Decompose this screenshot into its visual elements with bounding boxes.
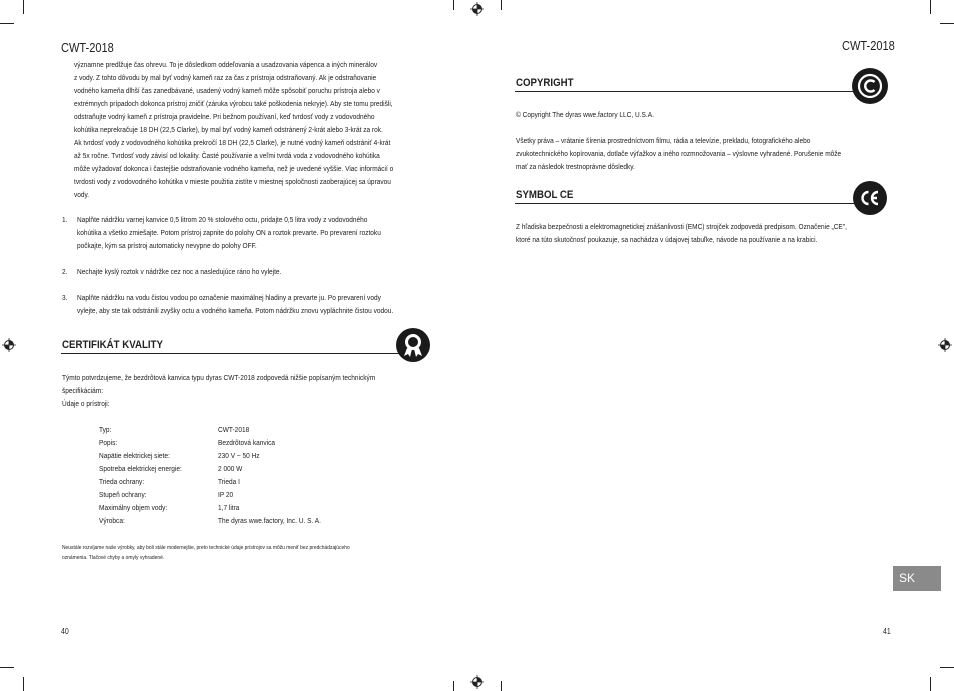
registration-mark-icon (470, 2, 484, 16)
crop-mark (940, 667, 954, 668)
ce-text: Z hľadiska bezpečnosti a elektromagnetickej znášanlivosti (EMC) strojček zodpovedá predpisom. Označenie „CE", (516, 222, 847, 231)
spec-label: Trieda ochrany: (99, 477, 145, 486)
spec-value: IP 20 (218, 490, 234, 499)
text-line: tvrdosti vody z vodovodného kohútika v mieste použitia zistíte v miestnej spoločnosti zaoberajúcej sa úpravou (74, 177, 391, 186)
rights-text: mať za následok trestnoprávne dôsledky. (516, 162, 635, 171)
cert-title: CERTIFIKÁT KVALITY (62, 339, 163, 351)
crop-mark (0, 23, 14, 24)
text-line: až 5x ročne. Tvrdosť vody závisí od lokality. Časté používanie a veľmi tvrdá voda z vodovodného kohútika (74, 151, 380, 160)
section-rule (61, 353, 417, 354)
ce-mark-icon (853, 181, 887, 215)
text-line: významne predlžuje čas ohrevu. To je dôsledkom oddeľovania a usadzovania vápenca a iných minerálov (74, 60, 378, 69)
text-line: vodného kameňa dlhší čas zanedbávané, usadený vodný kameň môže spôsobiť poruchu prístroja alebo v (74, 86, 380, 95)
rights-text: zvukotechnického kopírovania, dotlače výťažkov a iného rozmnožovania – výslovne vyhradené. Porušenie môže (516, 149, 842, 158)
cert-text: Údaje o prístroji: (62, 399, 110, 408)
text-line: môže vyžadovať dokonca i častejšie odstraňovanie vodného kameňa, než je uvedené vyššie. Viac informácií o (74, 164, 394, 173)
text-line: z vody. Z tohto dôvodu by mal byť vodný kameň raz za čas z prístroja odstraňovaný. Ak je odstraňovanie (74, 73, 377, 82)
page-number-right: 41 (883, 627, 891, 636)
crop-mark (453, 0, 454, 10)
step-text: Naplňte nádržku varnej kanvice 0,5 litrom 20 % stolového octu, pridajte 0,5 litra vody z vodovodného (77, 215, 368, 224)
step-number: 3. (62, 293, 68, 302)
crop-mark (23, 677, 24, 691)
spec-value: Bezdrôtová kanvica (218, 438, 276, 447)
rights-text: Všetky práva – vrátanie šírenia prostredníctvom filmu, rádia a televízie, prekladu, fotografického alebo (516, 136, 811, 145)
text-line: extrémnych prípadoch dokonca prístroj zničiť (záruka výrobcu také poškodenia nekryje). Aby ste tomu predišli, (74, 99, 393, 108)
spec-label: Typ: (99, 425, 112, 434)
step-text: počkajte, kým sa prístroj automaticky nevypne do polohy OFF. (77, 241, 257, 250)
spec-value: 230 V ~ 50 Hz (218, 451, 260, 460)
copyright-line: © Copyright The dyras wwe.factory LLC, U.S.A. (516, 110, 654, 119)
spec-value: Trieda I (218, 477, 240, 486)
copyright-title: COPYRIGHT (516, 77, 574, 89)
section-rule (515, 203, 855, 204)
crop-mark (453, 681, 454, 691)
language-tab-label: SK (899, 571, 916, 585)
registration-mark-icon (938, 338, 952, 352)
section-rule (515, 91, 855, 92)
text-line: kohútika neprekračuje 18 DH (22,5 Clarke), by mal byť vodný kameň odstránený 2-krát alebo 3-krát za rok. (74, 125, 383, 134)
crop-mark (940, 23, 954, 24)
step-text: Naplňte nádržku na vodu čistou vodou po označenie maximálnej hladiny a prevarte ju. Po prevarení vody (77, 293, 381, 302)
spec-label: Popis: (99, 438, 118, 447)
page-header-right: CWT-2018 (842, 38, 895, 53)
crop-mark (930, 0, 931, 14)
spec-label: Napätie elektrickej siete: (99, 451, 170, 460)
spec-value: The dyras wwe.factory, Inc. U. S. A. (218, 516, 321, 525)
page-header-left: CWT-2018 (61, 40, 114, 55)
spec-value: 1,7 litra (218, 503, 240, 512)
spec-value: CWT-2018 (218, 425, 250, 434)
spec-label: Maximálny objem vody: (99, 503, 168, 512)
quality-badge-icon (396, 328, 430, 362)
spec-label: Stupeň ochrany: (99, 490, 147, 499)
step-text: kohútika a všetko zmiešajte. Potom prístroj zapnite do polohy ON a roztok prevarte. Po prevarení roztoku (77, 228, 381, 237)
spec-value: 2 000 W (218, 464, 243, 473)
crop-mark (0, 667, 14, 668)
step-number: 2. (62, 267, 68, 276)
crop-mark (501, 681, 502, 691)
crop-mark (23, 0, 24, 14)
spec-label: Spotreba elektrickej energie: (99, 464, 182, 473)
spec-label: Výrobca: (99, 516, 125, 525)
cert-text: špecifikáciám: (62, 386, 104, 395)
footnote: Neustále rozvíjame naše výrobky, aby boli stále modernejšie, preto technické údaje prístrojov sa môžu meniť bez predchádzajúceho (62, 545, 350, 551)
text-line: vody. (74, 190, 90, 199)
registration-mark-icon (470, 675, 484, 689)
text-line: Ak tvrdosť vody z vodovodného kohútika prekročí 18 DH (22,5 Clarke), je nutné vodný kameň odstrániť 4-krát (74, 138, 391, 147)
copyright-icon (852, 68, 888, 104)
step-text: Nechajte kyslý roztok v nádržke cez noc a nasledujúce ráno ho vylejte. (77, 267, 282, 276)
language-tab (893, 566, 941, 591)
ce-text: ktoré na túto skutočnosť poukazuje, sa nachádza v údajovej tabuľke, návode na používanie a na krabici. (516, 235, 818, 244)
ce-title: SYMBOL CE (516, 189, 574, 201)
registration-mark-icon (2, 338, 16, 352)
step-number: 1. (62, 215, 68, 224)
page-number-left: 40 (61, 627, 69, 636)
text-line: odstraňujte vodný kameň z prístroja pravidelne. Pri bežnom používaní, keď tvrdosť vody z vodovodného (74, 112, 375, 121)
footnote: oznámenia. Tlačové chyby a omyly vyhradené. (62, 555, 165, 561)
crop-mark (930, 677, 931, 691)
cert-text: Týmto potvrdzujeme, že bezdrôtová kanvica typu dyras CWT-2018 zodpovedá nižšie popísaným technickým (62, 373, 376, 382)
step-text: vylejte, aby ste tak odstránili zvyšky octu a vodného kameňa. Potom nádržku znovu vypláchnite čistou vodou. (77, 306, 394, 315)
crop-mark (501, 0, 502, 10)
